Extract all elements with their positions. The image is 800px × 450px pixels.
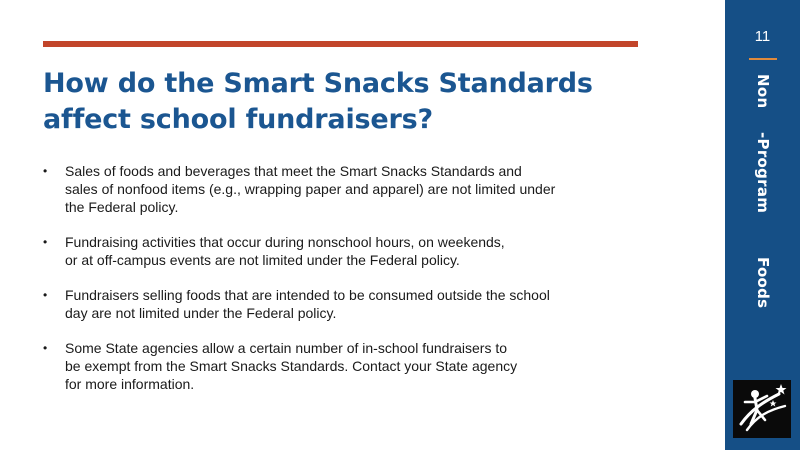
bullet-line: the Federal policy. — [65, 199, 179, 215]
section-label-word: Foods — [754, 256, 772, 309]
bullet-item — [43, 286, 643, 322]
bullet-list — [43, 162, 643, 410]
page-number: 11 — [754, 28, 771, 45]
title-line: affect school fundraisers? — [43, 104, 433, 135]
bullet-line: • Fundraisers selling foods that are intended to be consumed outside the school — [65, 287, 550, 303]
bullet-line: or at off-campus events are not limited under the Federal policy. — [65, 252, 460, 268]
bullet-item — [43, 162, 643, 216]
bullet-line: • Fundraising activities that occur during nonschool hours, on weekends, — [65, 234, 505, 250]
bullet-line: • Sales of foods and beverages that meet the Smart Snacks Standards and — [65, 163, 522, 179]
slide-title — [43, 66, 683, 138]
bullet-line: • Some State agencies allow a certain number of in-school fundraisers to — [65, 340, 508, 356]
bullet-line: for more information. — [65, 376, 195, 392]
section-label-word: Non — [754, 74, 772, 109]
section-label — [754, 74, 772, 308]
bullet-line: be exempt from the Smart Snacks Standards. Contact your State agency — [65, 358, 518, 374]
title-line: How do the Smart Snacks Standards — [43, 68, 593, 99]
section-label-word: -Program — [754, 131, 772, 214]
bullet-line: day are not limited under the Federal policy. — [65, 305, 337, 321]
bullet-line: sales of nonfood items (e.g., wrapping paper and apparel) are not limited under — [65, 181, 556, 197]
top-accent-rule — [43, 41, 638, 47]
bullet-item — [43, 339, 643, 393]
team-nutrition-star-logo-icon — [733, 380, 791, 438]
page-number-rule — [749, 58, 777, 60]
bullet-item — [43, 233, 643, 269]
